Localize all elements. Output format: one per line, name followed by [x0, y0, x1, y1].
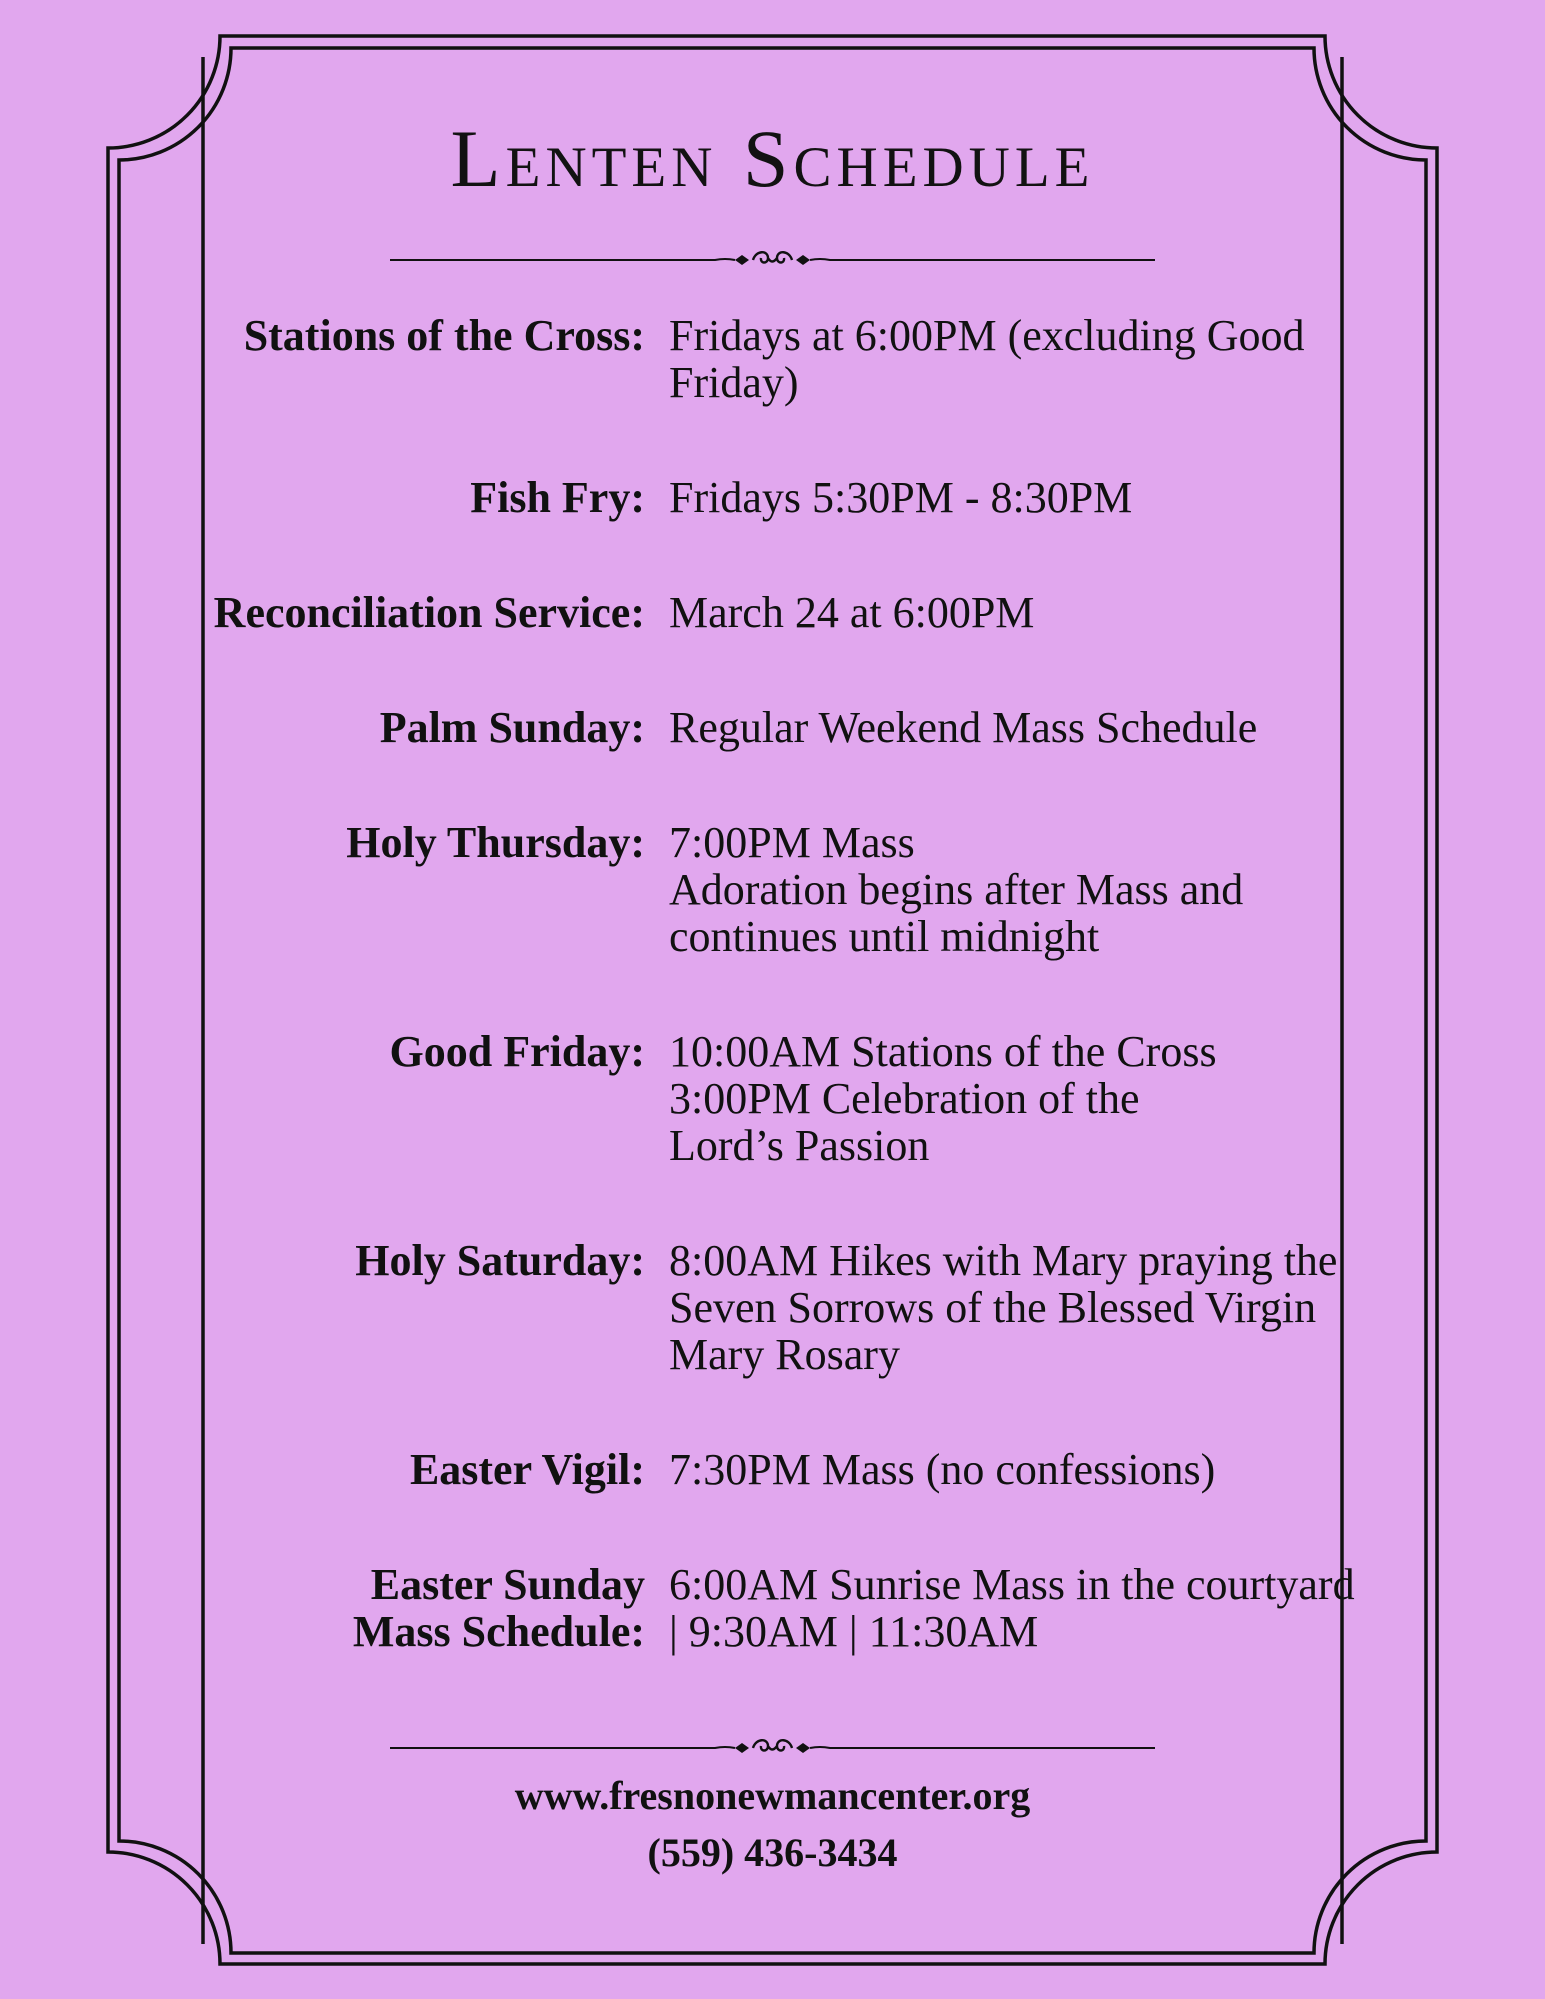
schedule-label: Fish Fry: — [470, 473, 645, 522]
schedule-value — [669, 1237, 1389, 1378]
top-ornament-divider — [390, 245, 1155, 275]
schedule-label: Holy Thursday: — [346, 818, 645, 867]
schedule-value-line: Adoration begins after Mass and — [669, 865, 1244, 914]
schedule-value-line: Mary Rosary — [669, 1330, 900, 1379]
schedule-value-line: March 24 at 6:00PM — [669, 588, 1035, 637]
schedule-value — [669, 474, 1389, 521]
schedule-value-line: 7:30PM Mass (no confessions) — [669, 1445, 1216, 1494]
schedule-row — [150, 1237, 1390, 1378]
schedule-row — [150, 589, 1390, 636]
schedule-value-line: 10:00AM Stations of the Cross — [669, 1027, 1217, 1076]
schedule-value-line: 7:00PM Mass — [669, 818, 915, 867]
schedule-value — [669, 1561, 1389, 1655]
schedule-value — [669, 589, 1389, 636]
schedule-label: Good Friday: — [389, 1027, 645, 1076]
page-title: Lenten Schedule — [450, 113, 1095, 204]
schedule-value-line: Friday) — [669, 358, 799, 407]
schedule-value-line: Fridays 5:30PM - 8:30PM — [669, 473, 1133, 522]
schedule-value-line: 6:00AM Sunrise Mass in the courtyard — [669, 1560, 1355, 1609]
schedule-value — [669, 1446, 1389, 1493]
schedule-value-line: | 9:30AM | 11:30AM — [669, 1607, 1039, 1656]
schedule-row — [150, 1028, 1390, 1169]
schedule-value-line: 3:00PM Celebration of the — [669, 1074, 1140, 1123]
schedule-value — [669, 1028, 1389, 1169]
schedule-list — [150, 312, 1390, 1655]
schedule-value-line: Regular Weekend Mass Schedule — [669, 703, 1258, 752]
schedule-value-line: continues until midnight — [669, 912, 1100, 961]
schedule-label: Palm Sunday: — [379, 703, 645, 752]
schedule-value — [669, 819, 1389, 960]
schedule-value — [669, 312, 1389, 406]
schedule-label: Reconciliation Service: — [213, 588, 645, 637]
schedule-label: Easter Sunday Mass Schedule: — [352, 1560, 645, 1656]
website-link[interactable]: www.fresnonewmancenter.org — [514, 1773, 1031, 1818]
schedule-value-line: Seven Sorrows of the Blessed Virgin — [669, 1283, 1317, 1332]
schedule-value-line: 8:00AM Hikes with Mary praying the — [669, 1236, 1338, 1285]
schedule-row — [150, 819, 1390, 960]
schedule-value-line: Lord’s Passion — [669, 1121, 930, 1170]
bottom-ornament-divider — [390, 1733, 1155, 1763]
schedule-label: Stations of the Cross: — [243, 311, 645, 360]
schedule-row — [150, 1446, 1390, 1493]
schedule-row — [150, 312, 1390, 406]
schedule-row — [150, 474, 1390, 521]
schedule-value-line: Fridays at 6:00PM (excluding Good — [669, 311, 1305, 360]
schedule-label: Easter Vigil: — [409, 1445, 645, 1494]
schedule-label: Holy Saturday: — [355, 1236, 645, 1285]
schedule-row — [150, 704, 1390, 751]
schedule-value — [669, 704, 1389, 751]
phone-number: (559) 436-3434 — [647, 1830, 898, 1875]
schedule-row — [150, 1561, 1390, 1655]
